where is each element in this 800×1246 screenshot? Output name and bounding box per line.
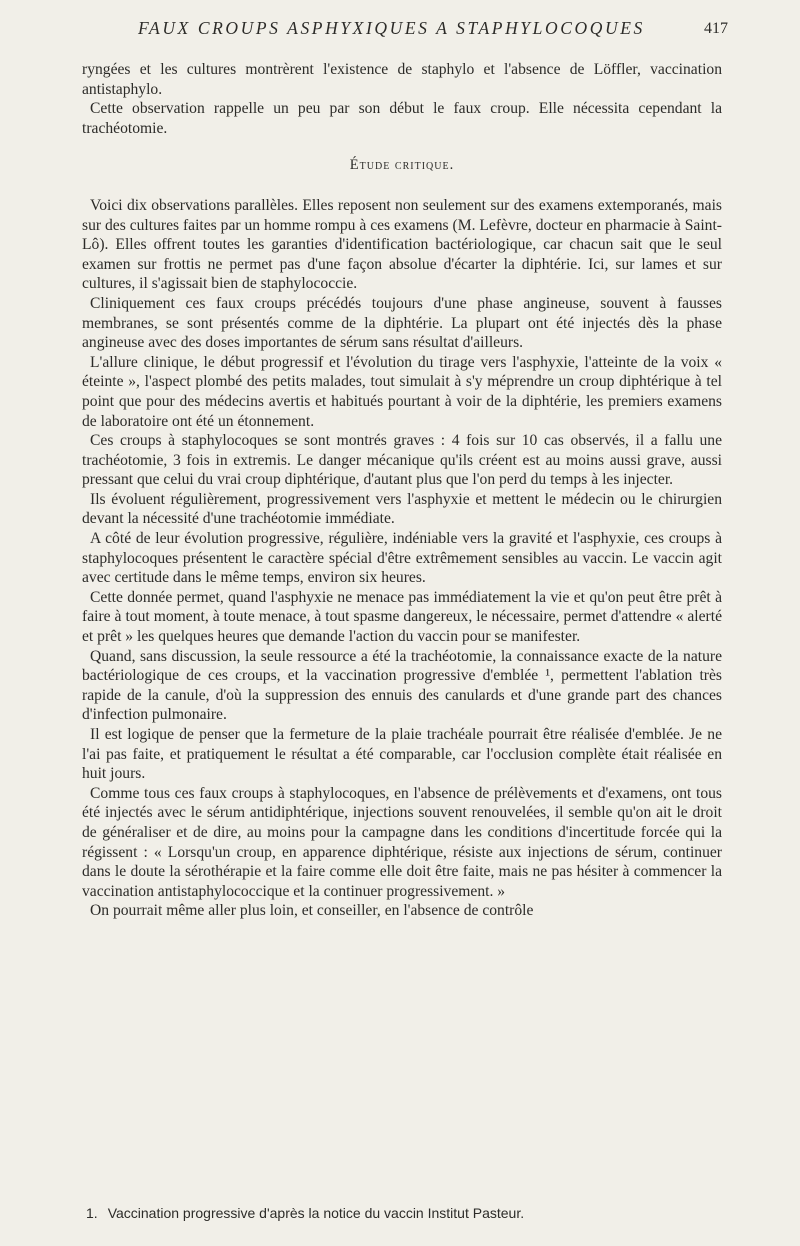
paragraph: Quand, sans discussion, la seule ressource a été la trachéotomie, la connaissance exacte de la nature bactériologique de ces croups, et la vaccination progressive d'emblée ¹, permettent l'ablation très rapide de la canule, d'où la suppression des ennuis des canulards et d'une grande part des chances d'infection pulmonaire. bbox=[82, 647, 722, 724]
paragraph: L'allure clinique, le début progressif et l'évolution du tirage vers l'asphyxie, l'atteinte de la voix « éteinte », l'aspect plombé des petits malades, tout simulait à s'y méprendre un croup diphtérique à tel point que pour des médecins avertis et habitués pourtant à voir de la diphtérie, les premiers examens de laboratoire ont été un étonnement. bbox=[82, 353, 722, 430]
paragraph: Ces croups à staphylocoques se sont montrés graves : 4 fois sur 10 cas observés, il a fallu une trachéotomie, 3 fois in extremis. Le danger mécanique qu'ils créent est au moins aussi grave, aussi pressant que celui du vrai croup diphtérique, d'autant plus que l'on perd du temps à les injecter. bbox=[82, 432, 722, 489]
section-title bbox=[82, 156, 722, 176]
paragraph: Cette donnée permet, quand l'asphyxie ne menace pas immédiatement la vie et qu'on peut être prêt à faire à tout moment, à toute menace, à tout spasme dangereux, le nécessaire, permet d'attendre « alerté et prêt » les quelques heures que demande l'action du vaccin pour se manifester. bbox=[82, 588, 722, 646]
paragraph: Cliniquement ces faux croups précédés toujours d'une phase angineuse, souvent à fausses membranes, se sont présentés comme de la diphtérie. La plupart ont été injectés dès la phase angineuse avec des doses importantes de sérum sans résultat d'ailleurs. bbox=[82, 294, 722, 352]
paragraph: On pourrait même aller plus loin, et conseiller, en l'absence de contrôle bbox=[90, 902, 534, 920]
paragraph: Cette observation rappelle un peu par son début le faux croup. Elle nécessita cependant la trachéotomie. bbox=[82, 100, 722, 137]
paragraph-continuation: ryngées et les cultures montrèrent l'existence de staphylo et l'absence de Löffler, vaccination antistaphylo. bbox=[82, 61, 722, 98]
running-header bbox=[82, 18, 728, 44]
footnote-marker: 1. bbox=[86, 1205, 98, 1221]
page-number: 417 bbox=[704, 20, 728, 37]
body-text bbox=[82, 60, 722, 921]
running-title: FAUX CROUPS ASPHYXIQUES A STAPHYLOCOQUES bbox=[138, 18, 645, 38]
paragraph: Ils évoluent régulièrement, progressivement vers l'asphyxie et mettent le médecin ou le chirurgien devant la nécessité d'une trachéotomie immédiate. bbox=[82, 490, 722, 528]
paragraph: Comme tous ces faux croups à staphylocoques, en l'absence de prélèvements et d'examens, ont tous été injectés avec le sérum antidiphtérique, injections souvent renouvelées, il semble qu'on ait le droit de généraliser et de dire, au moins pour la campagne dans les conditions d'incertitude forcée qui la régissent : « Lorsqu'un croup, en apparence diphtérique, résiste aux injections de sérum, continuer dans le doute la sérothérapie et la faire comme elle doit être faite, mais ne pas hésiter à commencer la vaccination antistaphylococcique et la continuer progressivement. » bbox=[82, 784, 722, 900]
paragraph: Voici dix observations parallèles. Elles reposent non seulement sur des examens extemporanés, mais sur des cultures faites par un homme rompu à ces examens (M. Lefèvre, docteur en pharmacie à Saint-Lô). Elles offrent toutes les garanties d'identification bactériologique, car chacun sait que le seul examen sur frottis ne permet pas d'une façon absolue d'écarter la diphtérie. Ici, sur lames et sur cultures, il s'agissait bien de staphylococcie. bbox=[82, 196, 722, 293]
footnote bbox=[86, 1205, 726, 1221]
section-title-text: Étude critique. bbox=[349, 157, 455, 174]
footnote-text: Vaccination progressive d'après la notice du vaccin Institut Pasteur. bbox=[107, 1205, 525, 1221]
paragraph: Il est logique de penser que la fermeture de la plaie trachéale pourrait être réalisée d'emblée. Je ne l'ai pas faite, et pratiquement le résultat a été comparable, car l'occlusion complète était réalisée en huit jours. bbox=[82, 726, 722, 783]
paragraph: A côté de leur évolution progressive, régulière, indéniable vers la gravité et l'asphyxie, ces croups à staphylocoques présentent le caractère spécial d'être extrêmement sensibles au vaccin. Le vaccin agit avec certitude dans le même temps, environ six heures. bbox=[82, 530, 722, 587]
